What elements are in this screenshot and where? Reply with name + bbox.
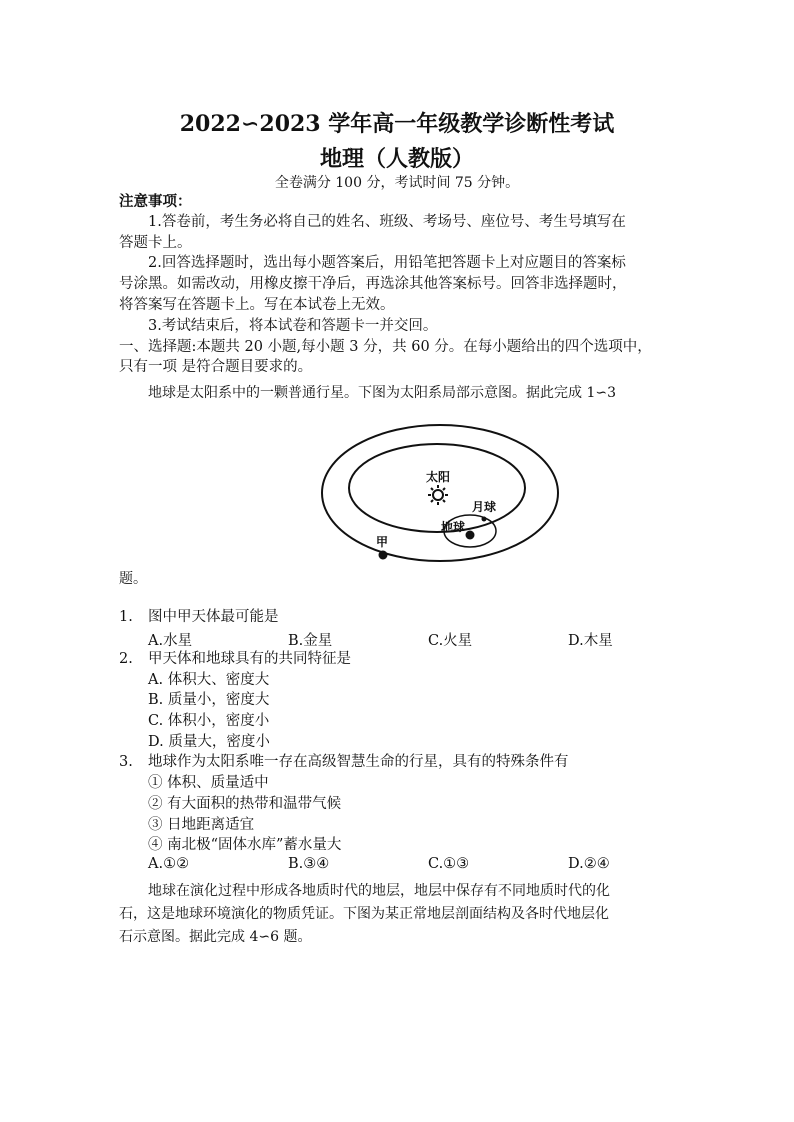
notice-heading: 注意事项：: [119, 193, 192, 210]
q3-item-3: ③ 日地距离适宜: [148, 817, 255, 833]
q3-item-2: ② 有大面积的热带和温带气候: [148, 796, 342, 812]
notice-item2-line3: 将答案写在答题卡上。写在本试卷上无效。: [119, 297, 395, 313]
intro2-line1: 地球在演化过程中形成各地质时代的地层，地层中保存有不同地质时代的化: [148, 883, 610, 899]
q2-option-a: A. 体积大、密度大: [148, 672, 270, 688]
section1-line1: 一、选择题:本题共 20 小题,每小题 3 分，共 60 分。在每小题给出的四个选项中，: [119, 339, 652, 355]
q3-item-1: ① 体积、质量适中: [148, 775, 269, 791]
q2-option-c: C. 体积小，密度小: [148, 713, 270, 729]
q2-stem: 甲天体和地球具有的共同特征是: [148, 651, 351, 667]
jia-dot: [379, 551, 388, 560]
moon-dot: [482, 517, 487, 522]
notice-item1-line2: 答题卡上。: [119, 235, 192, 251]
q1-option-a: A.水星: [148, 633, 193, 649]
outer-orbit: [322, 425, 558, 561]
q1-stem: 图中甲天体最可能是: [148, 609, 279, 625]
jia-label: 甲: [376, 535, 389, 549]
earth-label: 地球: [441, 520, 466, 534]
notice-item1-line1: 1.答卷前，考生务必将自己的姓名、班级、考场号、座位号、考生号填写在: [148, 214, 626, 230]
q3-option-a: A.①②: [148, 856, 190, 872]
q3-item-4: ④ 南北极“固体水库”蓄水量大: [148, 837, 342, 853]
notice-item3: 3.考试结束后，将本试卷和答题卡一并交回。: [148, 318, 438, 334]
q1-option-d: D.木星: [568, 633, 613, 649]
q3-stem: 地球作为太阳系唯一存在高级智慧生命的行星，具有的特殊条件有: [148, 754, 569, 770]
q2-number: 2.: [119, 651, 133, 667]
exam-subject: 地理（人教版）: [319, 146, 474, 172]
q2-option-d: D. 质量大，密度小: [148, 734, 270, 750]
sun-icon: [428, 485, 448, 505]
notice-item2-line2: 号涂黑。如需改动，用橡皮擦干净后，再选涂其他答案标号。回答非选择题时，: [119, 276, 627, 292]
q1-number: 1.: [119, 609, 133, 625]
q2-option-b: B. 质量小，密度大: [148, 692, 270, 708]
intro1-line1: 地球是太阳系中的一颗普通行星。下图为太阳系局部示意图。据此完成 1∽3: [148, 385, 616, 401]
earth-dot: [466, 531, 475, 540]
notice-item2-line1: 2.回答选择题时，选出每小题答案后，用铅笔把答题卡上对应题目的答案标: [148, 255, 626, 271]
q3-option-d: D.②④: [568, 856, 610, 872]
q3-option-b: B.③④: [288, 856, 330, 872]
intro2-line3: 石示意图。据此完成 4∽6 题。: [119, 929, 312, 945]
q3-option-c: C.①③: [428, 856, 470, 872]
section1-line2: 只有一项 是符合题目要求的。: [119, 359, 313, 375]
intro1-line2: 题。: [119, 571, 147, 587]
q1-option-b: B.金星: [288, 633, 333, 649]
intro2-line2: 石，这是地球环境演化的物质凭证。下图为某正常地层剖面结构及各时代地层化: [119, 906, 609, 922]
solar-system-figure: [310, 415, 570, 575]
q1-option-c: C.火星: [428, 633, 473, 649]
exam-info: 全卷满分 100 分，考试时间 75 分钟。: [274, 175, 520, 191]
q3-number: 3.: [119, 754, 133, 770]
exam-title: 2022∽2023 学年高一年级教学诊断性考试: [179, 111, 615, 137]
moon-label: 月球: [472, 500, 497, 514]
sun-label: 太阳: [426, 470, 451, 484]
